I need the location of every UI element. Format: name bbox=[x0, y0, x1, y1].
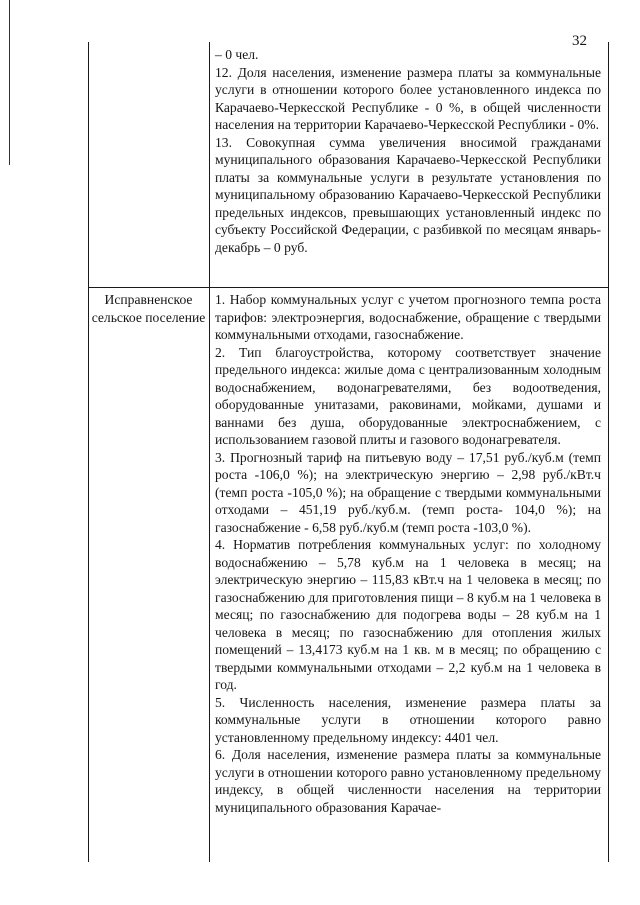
row2-paragraph: 4. Норматив потребления коммунальных услуг: по холодному водоснабжению – 5,78 куб.м на 1 человека в месяц; на электрическую энергию – 115,83 кВт.ч на 1 человека в месяц; по газоснабжению для приготовления пищи – 8 куб.м на 1 человека в месяц; по газоснабжению для подогрева воды – 28 куб.м на 1 человека в месяц; по газоснабжению для отопления жилых помещений – 13,4173 куб.м на 1 кв. м в месяц; по обращению с твердыми коммунальными отходами – 2,2 куб.м на 1 человека в год. bbox=[215, 537, 601, 692]
row1-paragraph: 13. Совокупная сумма увеличения вносимой гражданами муниципального образования Карачаево-Черкесской Республики платы за коммунальные услуги в результате установления по муниципальному образованию Карачаево-Черкесской Республики предельных индексов, превышающих установленный индекс по субъекту Российской Федерации, с разбивкой по месяцам январь-декабрь – 0 руб. bbox=[215, 134, 601, 255]
row2-paragraph: 1. Набор коммунальных услуг с учетом прогнозного темпа роста тарифов: электроэнергия, водоснабжение, обращение с твердыми коммунальными отходами, газоснабжение. bbox=[215, 292, 601, 342]
row1-paragraph: – 0 чел. bbox=[215, 47, 259, 62]
row2-content-cell bbox=[215, 291, 601, 816]
table-column-divider bbox=[209, 42, 210, 862]
scan-edge-line bbox=[9, 0, 10, 165]
row2-paragraph: 5. Численность населения, изменение размера платы за коммунальные услуги в отношении которого равно установленному предельному индексу: 4401 чел. bbox=[215, 694, 601, 745]
row1-content-cell bbox=[215, 46, 601, 256]
row2-paragraph: 3. Прогнозный тариф на питьевую воду – 17,51 руб./куб.м (темп роста -106,0 %); на электрическую энергию – 2,98 руб./кВт.ч (темп роста -105,0 %); на обращение с твердыми коммунальными отходами – 451,19 руб./куб.м. (темп роста- 104,0 %); на газоснабжение - 6,58 руб./куб.м (темп роста -103,0 %). bbox=[215, 449, 601, 535]
settlement-name: Исправненское сельское поселение bbox=[91, 292, 206, 325]
page-number: 32 bbox=[572, 33, 587, 49]
row2-paragraph: 6. Доля населения, изменение размера платы за коммунальные услуги в отношении которого равно установленному предельному индексу, в общей численности населения на территории муниципального образования Карачае- bbox=[215, 747, 601, 815]
table-row-divider bbox=[88, 287, 609, 288]
row2-paragraph: 2. Тип благоустройства, которому соответствует значение предельного индекса: жилые дома с централизованным холодным водоснабжением, водонагревателями, без водоотведения, оборудованные унитазами, раковинами, мойками, душами и ваннами без душа, оборудованные электроснабжением, с использованием газовой плиты и газового водонагревателя. bbox=[215, 344, 601, 447]
row1-paragraph: 12. Доля населения, изменение размера платы за коммунальные услуги в отношении которого более установленного индекса по Карачаево-Черкесской Республике - 0 %, в общей численности населения на территории Карачаево-Черкесской Республики - 0%. bbox=[215, 64, 601, 132]
